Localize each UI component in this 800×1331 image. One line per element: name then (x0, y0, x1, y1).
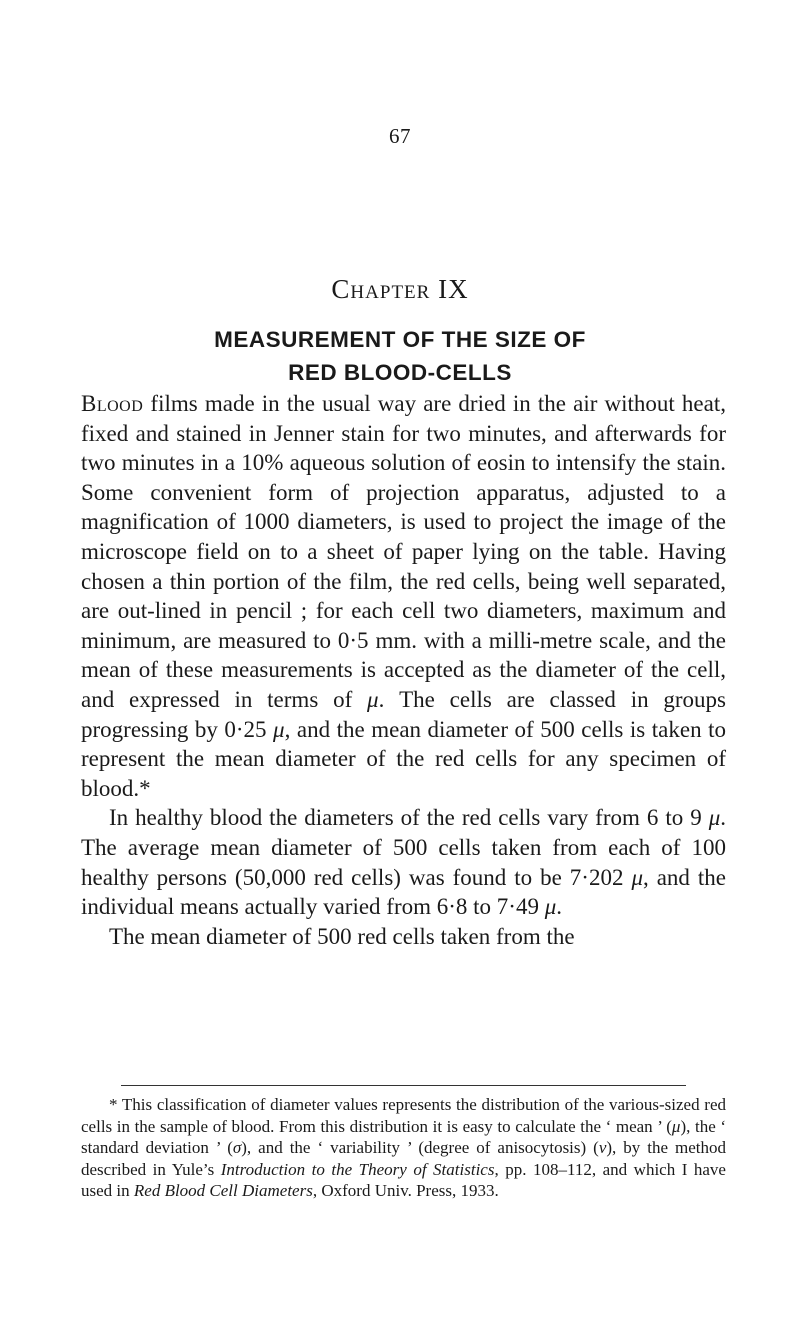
book-title-statistics: Introduction to the Theory of Statistics (220, 1159, 495, 1179)
nu-symbol: ν (598, 1138, 607, 1157)
chapter-title (0, 323, 800, 389)
footnote-text-b: ), the ‘ standard deviation ’ ( (81, 1116, 727, 1157)
chapter-title-line-1: MEASUREMENT OF THE SIZE OF (214, 327, 586, 352)
chapter-title-line-2: RED BLOOD-CELLS (288, 360, 512, 385)
paragraph-2-text-b: . The average mean diameter of 500 cells taken from each of 100 healthy persons (50,000 red cells) was found to be 7·202 (81, 805, 726, 890)
page-number: 67 (389, 124, 411, 148)
paragraph-1 (81, 389, 726, 803)
paragraph-2-text-d: . (556, 894, 563, 920)
paragraph-1-text-c: , and the mean diameter of 500 cells is taken to represent the mean diameter of the red cells for any specimen of blood.* (81, 716, 726, 801)
footnote (81, 1094, 726, 1202)
mu-symbol: μ (367, 686, 379, 712)
footnote-text-a: * This classification of diameter values represents the distribution of the various-sized red cells in the sample of blood. From this distribution it is easy to calculate the ‘ mean ’ ( (81, 1095, 726, 1136)
paragraph-2-text-a: In healthy blood the diameters of the red cells vary from 6 to 9 (109, 805, 709, 831)
mu-symbol: μ (671, 1116, 681, 1136)
paragraph-3: The mean diameter of 500 red cells taken from the (109, 923, 575, 949)
mu-symbol: μ (273, 716, 285, 742)
mu-symbol: μ (631, 864, 643, 890)
footnote-text-f: , Oxford Univ. Press, 1933. (312, 1181, 499, 1200)
footnote-text-d: ), by the method described in Yule’s (81, 1138, 726, 1179)
footnote-rule (121, 1085, 686, 1086)
footnote-text-c: ), and the ‘ variability ’ (degree of anisocytosis) ( (241, 1138, 599, 1157)
mu-symbol: μ (544, 894, 557, 920)
sigma-symbol: σ (232, 1138, 242, 1157)
paragraph-1-text-a: films made in the usual way are dried in the air without heat, fixed and stained in Jenner stain for two minutes, and afterwards for two minutes in a 10% aqueous solution of eosin to intensify the stain. Some convenient form of projection apparatus, adjusted to a magnification of 1000 diameters, is used to project the image of the microscope field on to a sheet of paper lying on the table. Having chosen a thin portion of the film, the red cells, being well separated, are out-lined in pencil ; for each cell two diameters, maximum and minimum, are measured to 0·5 mm. with a milli-metre scale, and the mean of these measurements is accepted as the diameter of the cell, and expressed in terms of (81, 391, 726, 712)
lead-word: Blood (81, 391, 144, 416)
chapter-heading: Chapter IX (331, 274, 469, 304)
body-text (81, 389, 726, 951)
book-title-red-blood-cell-diameters: Red Blood Cell Diameters (133, 1181, 313, 1200)
footnote-text-e: , pp. 108–112, and which I have used in (81, 1159, 726, 1200)
mu-symbol: μ (708, 805, 721, 831)
footnote-text (81, 1094, 726, 1202)
paragraph-1-text-b: . The cells are classed in groups progressing by 0·25 (81, 686, 726, 742)
paragraph-2 (81, 803, 726, 921)
paragraph-2-text-c: , and the individual means actually varied from 6·8 to 7·49 (81, 864, 726, 920)
